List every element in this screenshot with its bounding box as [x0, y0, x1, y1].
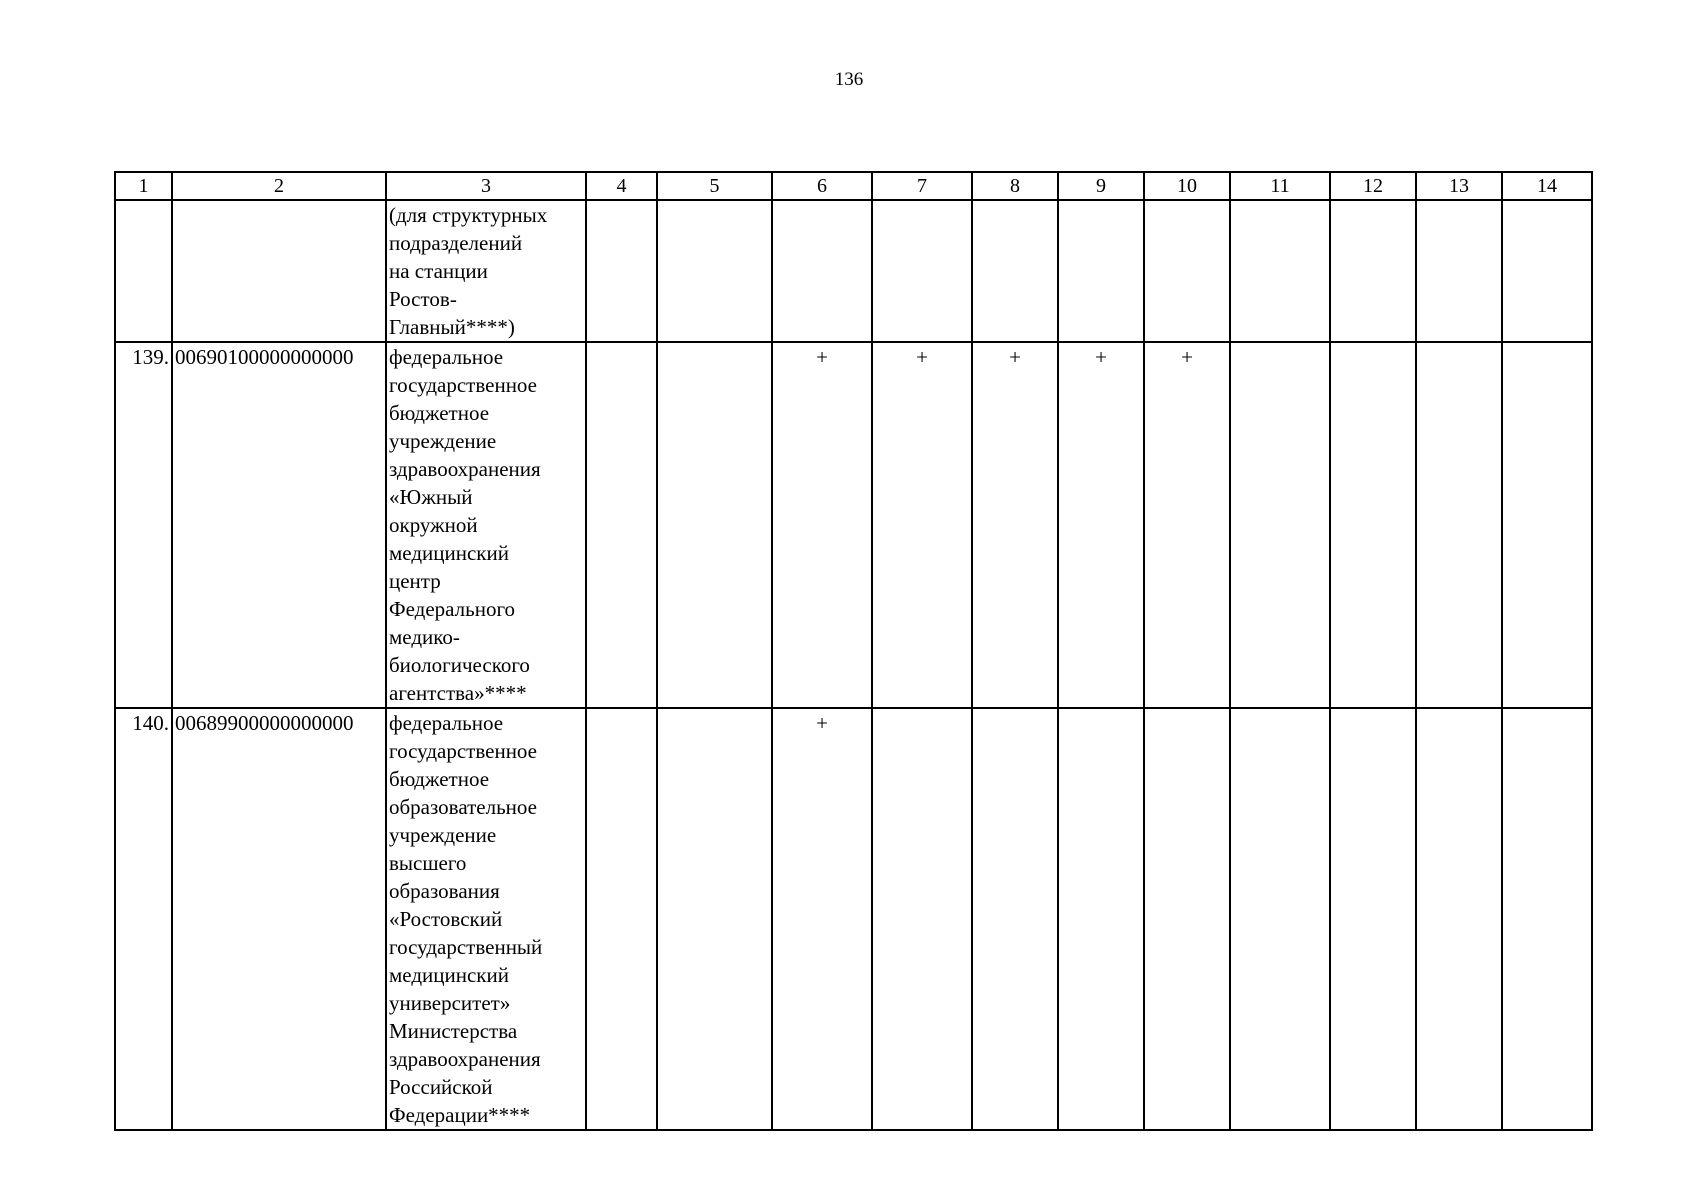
data-table: [114, 171, 1593, 1131]
table-cell: [1230, 200, 1330, 342]
table-cell: [772, 200, 872, 342]
row-number-cell: 140.: [115, 708, 172, 1130]
table-cell: [586, 200, 657, 342]
plus-mark-cell: +: [772, 342, 872, 708]
table-cell: [1058, 200, 1144, 342]
table-cell: [1230, 342, 1330, 708]
column-header: 6: [772, 172, 872, 200]
table-cell: [972, 708, 1058, 1130]
code-cell: 00689900000000000: [172, 708, 386, 1130]
table-cell: [1330, 708, 1416, 1130]
column-header: 5: [657, 172, 772, 200]
table-cell: [1416, 342, 1502, 708]
column-header: 2: [172, 172, 386, 200]
table-row: [115, 708, 1592, 1130]
column-header: 10: [1144, 172, 1230, 200]
plus-mark-cell: +: [1144, 342, 1230, 708]
table-cell: [1416, 200, 1502, 342]
table-row: [115, 342, 1592, 708]
table-cell: [657, 342, 772, 708]
column-header: 8: [972, 172, 1058, 200]
organization-name-cell: (для структурных подразделений на станции Ростов- Главный****): [386, 200, 586, 342]
row-number-cell: [115, 200, 172, 342]
table-cell: [1330, 342, 1416, 708]
table-header-row: [115, 172, 1592, 200]
organization-name-cell: федеральное государственное бюджетное учреждение здравоохранения «Южный окружной медицинский центр Федерального медико- биологического агентства»****: [386, 342, 586, 708]
table-cell: [657, 708, 772, 1130]
table-cell: [1502, 342, 1592, 708]
table-cell: [872, 200, 972, 342]
table-cell: [972, 200, 1058, 342]
column-header: 3: [386, 172, 586, 200]
table-cell: [586, 708, 657, 1130]
table-cell: [1502, 200, 1592, 342]
page-number: 136: [834, 69, 864, 90]
plus-mark-cell: +: [972, 342, 1058, 708]
plus-mark-cell: +: [1058, 342, 1144, 708]
column-header: 11: [1230, 172, 1330, 200]
code-cell: [172, 200, 386, 342]
table-cell: [657, 200, 772, 342]
table-cell: [1058, 708, 1144, 1130]
column-header: 9: [1058, 172, 1144, 200]
row-number-cell: 139.: [115, 342, 172, 708]
column-header: 1: [115, 172, 172, 200]
table-cell: [586, 342, 657, 708]
organization-name-cell: федеральное государственное бюджетное образовательное учреждение высшего образования «Ростовский государственный медицинский университет» Министерства здравоохранения Российской Федерации****: [386, 708, 586, 1130]
code-cell: 00690100000000000: [172, 342, 386, 708]
table-cell: [1144, 200, 1230, 342]
column-header: 12: [1330, 172, 1416, 200]
table-cell: [1230, 708, 1330, 1130]
table-row: [115, 200, 1592, 342]
plus-mark-cell: +: [872, 342, 972, 708]
table-cell: [872, 708, 972, 1130]
column-header: 4: [586, 172, 657, 200]
column-header: 7: [872, 172, 972, 200]
column-header: 14: [1502, 172, 1592, 200]
column-header: 13: [1416, 172, 1502, 200]
plus-mark-cell: +: [772, 708, 872, 1130]
table-cell: [1416, 708, 1502, 1130]
table-cell: [1144, 708, 1230, 1130]
table-cell: [1330, 200, 1416, 342]
table-cell: [1502, 708, 1592, 1130]
